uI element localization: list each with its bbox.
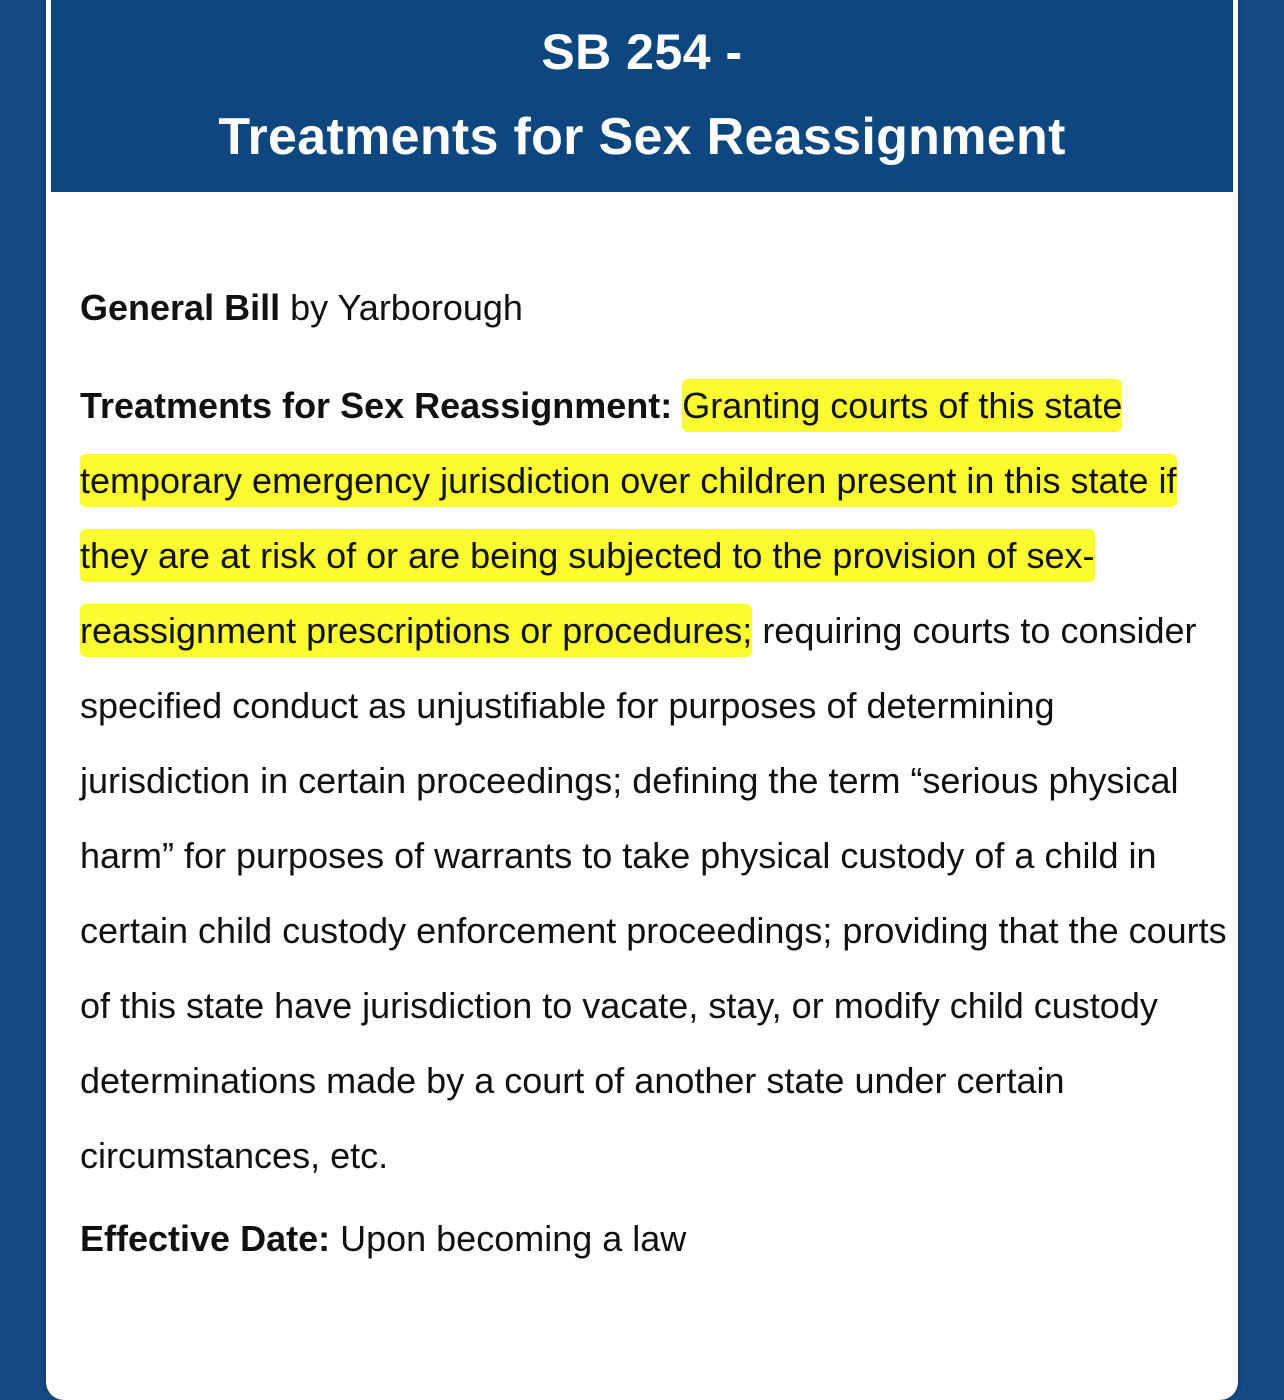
effective-date-label: Effective Date: bbox=[80, 1218, 331, 1259]
bill-title: Treatments for Sex Reassignment bbox=[218, 108, 1066, 166]
bill-body bbox=[80, 278, 1230, 1305]
bill-summary bbox=[80, 368, 1230, 1193]
summary-text: requiring courts to consider specified conduct as unjustifiable for purposes of determining jurisdiction in certain proceedings; defining the term “serious physical harm” for purposes of warrants to take physical custody of a child in certain child custody enforcement proceedings; providing that the courts of this state have jurisdiction to vacate, stay, or modify child custody determinations made by a court of another state under certain circumstances, etc. bbox=[80, 610, 1227, 1176]
effective-date-value: Upon becoming a law bbox=[330, 1218, 687, 1259]
bill-card bbox=[46, 0, 1238, 1400]
bill-number: SB 254 - bbox=[541, 24, 743, 80]
bill-type-line bbox=[80, 278, 1230, 338]
effective-date-line bbox=[80, 1209, 1230, 1269]
highlighted-summary-text: Granting courts of this state temporary emergency jurisdiction over children present in this state if they are at risk of or are being subjected to the provision of sex-reassignment prescriptions or procedures; bbox=[80, 379, 1177, 657]
bill-type-label: General Bill bbox=[80, 287, 281, 328]
bill-sponsor: by Yarborough bbox=[280, 287, 523, 328]
summary-label: Treatments for Sex Reassignment: bbox=[80, 385, 673, 426]
bill-header bbox=[51, 0, 1233, 192]
